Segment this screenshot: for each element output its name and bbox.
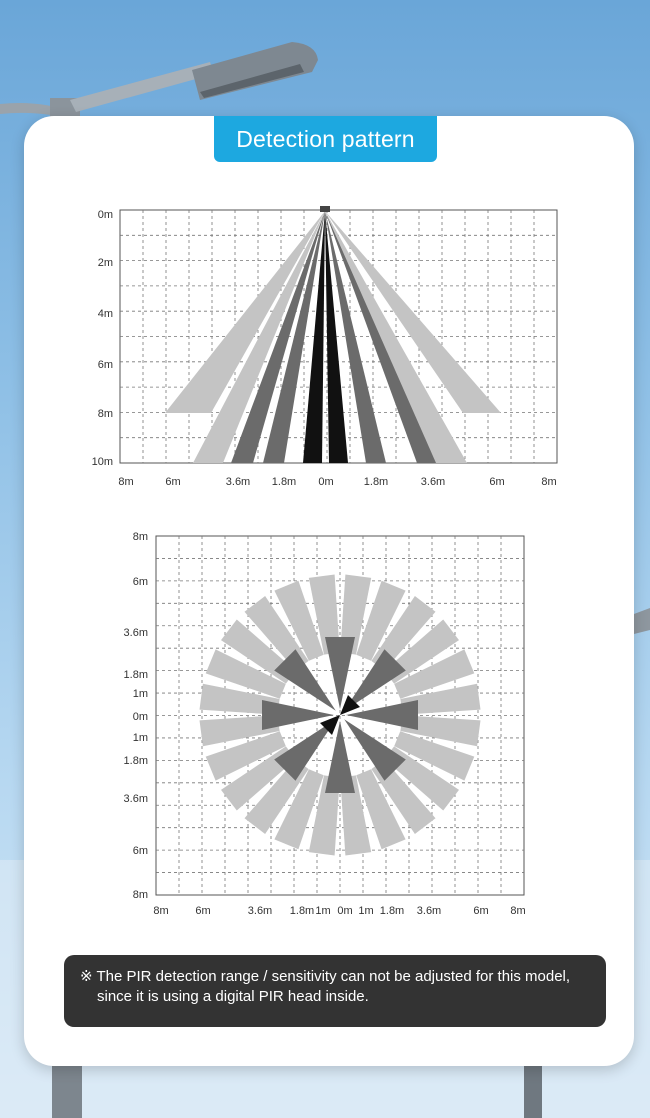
top-y-label: 3.6m <box>123 793 148 805</box>
top-x-label: 3.6m <box>247 905 273 917</box>
side-y-label: 2m <box>97 257 113 269</box>
note-line-1: ※ The PIR detection range / sensitivity can not be adjusted for this model, <box>80 968 571 985</box>
side-x-label: 1.8m <box>271 476 297 488</box>
top-x-label: 3.6m <box>416 905 442 917</box>
top-y-label: 1.8m <box>123 755 148 767</box>
side-y-label: 6m <box>97 359 113 371</box>
note-line-2: since it is using a digital PIR head inside. <box>97 988 369 1005</box>
top-x-label: 8m <box>153 905 169 917</box>
top-y-label: 0m <box>132 711 148 723</box>
side-x-label: 6m <box>489 476 505 488</box>
top-x-label: 1m <box>358 905 374 917</box>
top-y-label: 1.8m <box>123 669 148 681</box>
side-x-label: 0m <box>318 476 334 488</box>
side-y-label: 4m <box>97 308 113 320</box>
side-x-label: 3.6m <box>225 476 251 488</box>
top-x-label: 8m <box>510 905 526 917</box>
top-x-label: 0m <box>337 905 353 917</box>
side-y-label: 0m <box>97 209 113 221</box>
top-x-label: 1.8m <box>289 905 315 917</box>
pir-note <box>64 955 606 1027</box>
top-y-label: 6m <box>132 576 148 588</box>
top-y-label: 3.6m <box>123 627 148 639</box>
side-x-label: 6m <box>165 476 181 488</box>
top-y-label: 8m <box>132 889 148 901</box>
top-y-label: 8m <box>132 531 148 543</box>
side-y-label: 8m <box>97 408 113 420</box>
side-y-label: 10m <box>91 456 113 468</box>
top-x-label: 6m <box>473 905 489 917</box>
side-x-label: 8m <box>118 476 134 488</box>
side-x-label: 3.6m <box>420 476 446 488</box>
top-y-label: 1m <box>132 688 148 700</box>
side-x-label: 1.8m <box>363 476 389 488</box>
side-x-label: 8m <box>541 476 557 488</box>
top-x-label: 1.8m <box>379 905 405 917</box>
page-title: Detection pattern <box>214 116 437 162</box>
top-y-label: 1m <box>132 732 148 744</box>
top-x-label: 6m <box>195 905 211 917</box>
top-x-label: 1m <box>315 905 331 917</box>
top-y-label: 6m <box>132 845 148 857</box>
